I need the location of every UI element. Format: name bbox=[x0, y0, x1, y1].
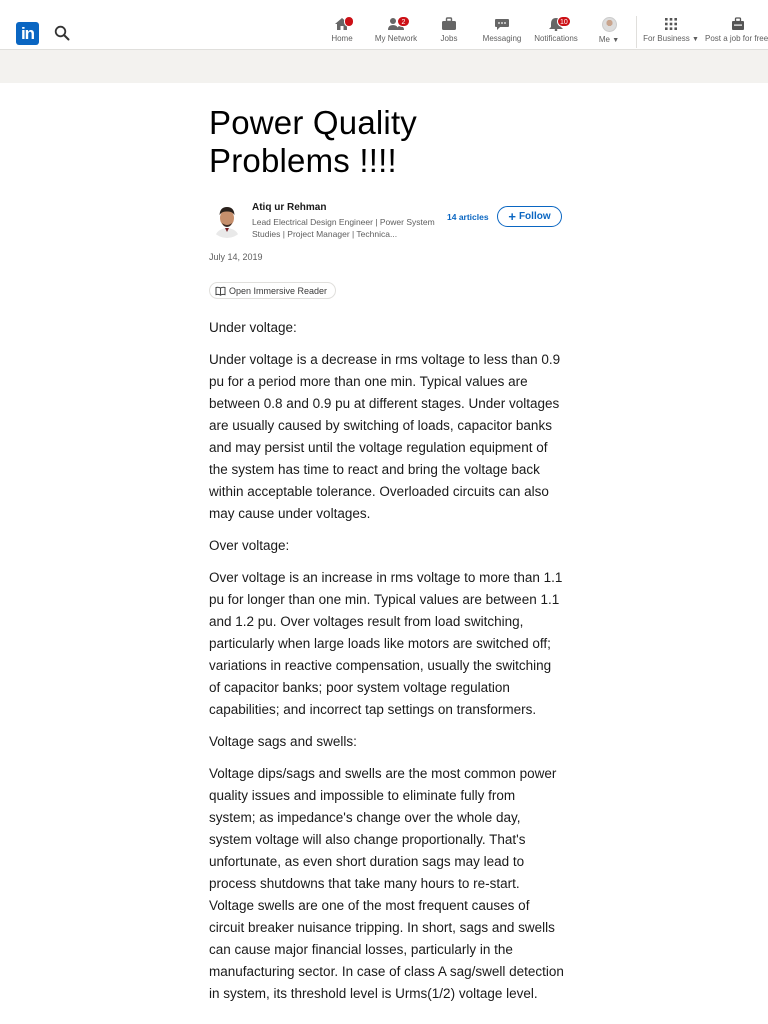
paragraph: Over voltage is an increase in rms voltage to more than 1.1 pu for longer than one min. Typical values are between 1.1 and 1.2 pu. Over voltages result from load switching, particularly when large loads like motors are switched off; variations in reactive compensation, usually the switching of capacitor banks; poor system voltage regulation capabilities; and incorrect tap settings on transformers. bbox=[209, 569, 563, 717]
section-heading: Under voltage: bbox=[209, 319, 297, 335]
avatar bbox=[602, 17, 617, 32]
section-heading: Voltage sags and swells: bbox=[209, 733, 357, 749]
nav-post-job-label: Post a job for free bbox=[705, 34, 768, 43]
nav-messaging-label: Messaging bbox=[482, 34, 522, 43]
nav-for-business-label: For Business ▼ bbox=[643, 34, 699, 43]
nav-me[interactable] bbox=[578, 17, 640, 49]
linkedin-logo-icon[interactable]: in bbox=[16, 22, 39, 45]
search-icon[interactable] bbox=[54, 25, 72, 43]
article bbox=[209, 104, 564, 1015]
article-title: Power Quality Problems !!!! bbox=[209, 104, 418, 179]
author-info bbox=[209, 202, 564, 246]
nav-divider bbox=[636, 16, 637, 48]
nav-notifications-label: Notifications bbox=[534, 34, 578, 43]
paragraph: Voltage dips/sags and swells are the most common power quality issues and impossible to eliminate fully from system; as impedance's change over the whole day, system voltage will also change proportionally. That's unfortunate, as even short duration sags may lead to process shutdowns that take many hours to re-start. Voltage swells are one of the most frequent causes of circuit breaker nuisance tripping. In short, sags and swells can cause major financial losses, particularly in the manufacturing sector. In case of class A sag/swell detection in system, its threshold level is Urms(1/2) voltage level. bbox=[209, 765, 564, 1001]
article-body bbox=[209, 317, 564, 1005]
caret-down-icon: ▼ bbox=[691, 36, 699, 43]
nav-messaging[interactable] bbox=[471, 17, 533, 49]
paragraph: Under voltage is a decrease in rms voltage to less than 0.9 pu for a period more than one min. Typical values are between 0.8 and 0.9 pu at different stages. Under voltages are usually caused by switching of loads, capacitor banks and may persist until the voltage regulation equipment of the system has time to react and bring the voltage back within acceptable tolerance. Overloaded circuits can also may cause under voltages. bbox=[209, 351, 561, 521]
section-heading: Over voltage: bbox=[209, 537, 290, 553]
nav-home[interactable] bbox=[311, 17, 373, 49]
nav-my-network-label: My Network bbox=[374, 34, 418, 43]
caret-down-icon: ▼ bbox=[612, 37, 620, 44]
immersive-reader-label: Open Immersive Reader bbox=[229, 285, 328, 296]
briefcase-icon bbox=[441, 17, 457, 31]
articles-count-link[interactable]: 14 articles bbox=[447, 212, 489, 222]
immersive-reader-button[interactable] bbox=[209, 282, 336, 299]
author-avatar[interactable] bbox=[209, 202, 245, 238]
nav-me-label: Me ▼ bbox=[598, 35, 620, 44]
grid-icon bbox=[664, 17, 678, 31]
sub-header-band bbox=[0, 50, 768, 83]
network-badge: 2 bbox=[397, 16, 410, 27]
nav-home-label: Home bbox=[331, 34, 353, 43]
post-job-icon bbox=[731, 17, 745, 31]
book-icon bbox=[215, 286, 226, 296]
follow-button[interactable] bbox=[497, 206, 562, 227]
plus-icon: + bbox=[508, 208, 516, 224]
follow-label: Follow bbox=[518, 211, 551, 222]
publish-date: July 14, 2019 bbox=[209, 252, 263, 262]
chat-icon bbox=[494, 17, 510, 31]
home-badge-dot bbox=[344, 16, 354, 27]
nav-post-job[interactable] bbox=[705, 17, 768, 49]
nav-jobs-label: Jobs bbox=[440, 34, 458, 43]
author-headline: Lead Electrical Design Engineer | Power System Studies | Project Manager | Technica... bbox=[252, 217, 435, 239]
author-name[interactable]: Atiq ur Rehman bbox=[252, 202, 327, 213]
top-nav-bar bbox=[0, 0, 768, 50]
notifications-badge: 10 bbox=[557, 16, 571, 27]
nav-for-business[interactable] bbox=[640, 17, 702, 49]
